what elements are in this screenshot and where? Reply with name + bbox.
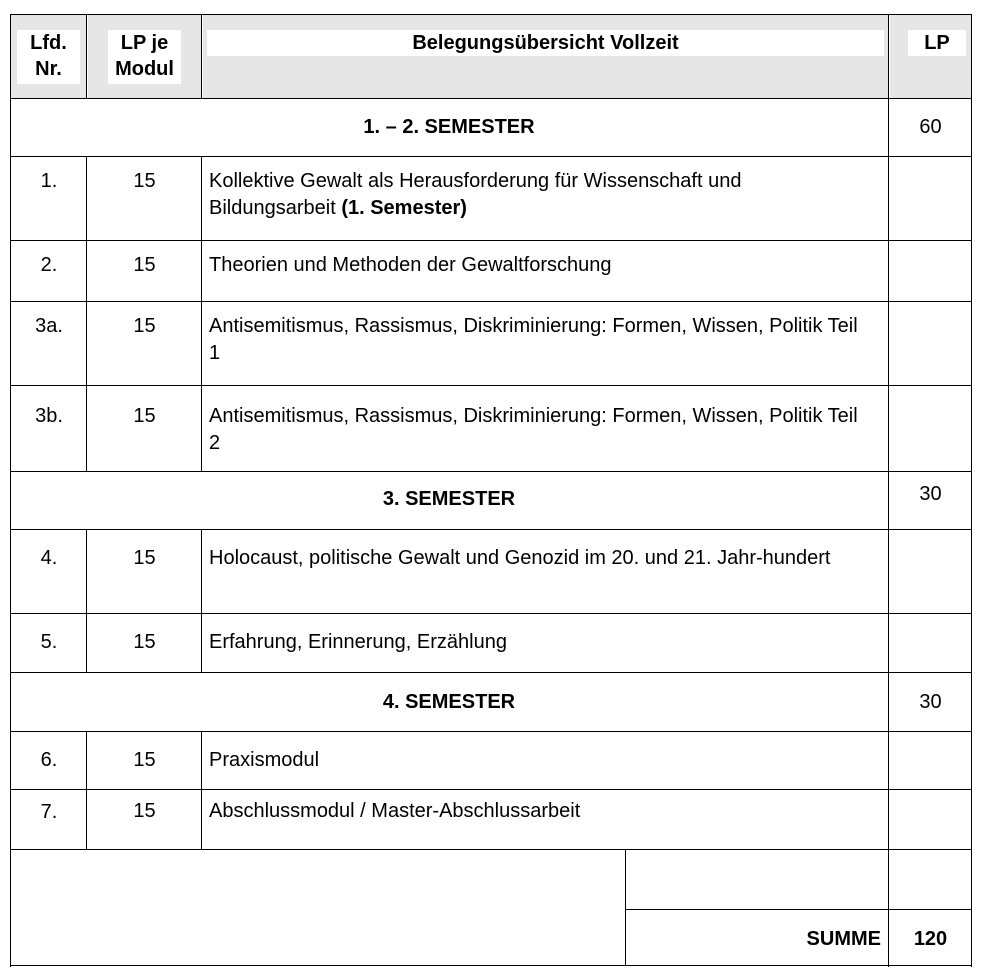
rule-header <box>10 98 972 99</box>
rule-bottom <box>10 965 972 966</box>
rule-top <box>10 14 972 15</box>
rule-lp-modul-col <box>201 14 202 99</box>
row-nr: 5. <box>40 631 58 653</box>
rule-left <box>10 14 11 967</box>
rule <box>10 613 972 614</box>
row-nr: 3a. <box>35 315 63 337</box>
section-title: 1. – 2. SEMESTER <box>363 116 535 138</box>
row-lp: 15 <box>133 254 156 276</box>
row-title: Praxismodul <box>209 749 320 771</box>
rule-lp-col <box>888 14 889 967</box>
row-title: Holocaust, politische Gewalt und Genozid im 20. und 21. Jahr-hundert <box>209 547 831 569</box>
row-lp: 15 <box>133 800 156 822</box>
rule-lp-modul-col <box>201 731 202 850</box>
header-col-lp: LP <box>908 30 966 56</box>
row-nr: 4. <box>40 547 58 569</box>
header-col-nr: Lfd. Nr. <box>17 30 80 84</box>
rule-footer-split <box>625 849 626 966</box>
rule <box>10 529 972 530</box>
row-nr: 2. <box>40 254 58 276</box>
row-lp: 15 <box>133 405 156 427</box>
row-title: Antisemitismus, Rassismus, Diskriminierung: Formen, Wissen, Politik Teil 2 <box>209 405 858 454</box>
header-bg-title <box>203 15 888 98</box>
row-nr: 6. <box>40 749 58 771</box>
rule-lp-modul-col <box>201 156 202 472</box>
rule <box>10 471 972 472</box>
row-title: Abschlussmodul / Master-Abschlussarbeit <box>209 800 581 822</box>
module-overview-table <box>10 14 972 967</box>
section-title: 4. SEMESTER <box>382 691 516 713</box>
header-col-lp-modul: LP je Modul <box>108 30 181 84</box>
rule <box>10 301 972 302</box>
rule <box>10 849 972 850</box>
header-bg-lp <box>890 15 971 98</box>
row-title: Theorien und Methoden der Gewaltforschung <box>209 254 612 276</box>
rule <box>10 156 972 157</box>
row-nr: 7. <box>40 801 58 823</box>
section-lp: 30 <box>919 483 942 505</box>
row-title <box>209 168 859 222</box>
header-col-title: Belegungsübersicht Vollzeit <box>207 30 884 56</box>
row-lp: 15 <box>133 631 156 653</box>
sum-value: 120 <box>913 928 948 950</box>
row-lp: 15 <box>133 547 156 569</box>
rule <box>10 789 972 790</box>
rule-nr-col <box>86 14 87 99</box>
rule-nr-col <box>86 156 87 472</box>
rule <box>10 240 972 241</box>
rule-nr-col <box>86 529 87 673</box>
row-lp: 15 <box>133 749 156 771</box>
row-title: Erfahrung, Erinnerung, Erzählung <box>209 631 507 653</box>
row-title: Antisemitismus, Rassismus, Diskriminierung: Formen, Wissen, Politik Teil 1 <box>209 315 858 364</box>
row-lp: 15 <box>133 170 156 192</box>
rule-right <box>971 14 972 967</box>
row-lp: 15 <box>133 315 156 337</box>
section-lp: 60 <box>919 116 942 138</box>
row-title-suffix: (1. Semester) <box>341 197 467 219</box>
sum-label: SUMME <box>806 928 881 950</box>
section-lp: 30 <box>919 691 942 713</box>
section-title: 3. SEMESTER <box>382 488 516 510</box>
rule <box>10 731 972 732</box>
rule-footer-inner <box>625 909 972 910</box>
rule <box>10 385 972 386</box>
row-title-text: Kollektive Gewalt als Herausforderung für Wissenschaft und Bildungsarbeit <box>209 170 742 219</box>
rule <box>10 672 972 673</box>
row-nr: 3b. <box>35 405 63 427</box>
rule-lp-modul-col <box>201 529 202 673</box>
row-nr: 1. <box>40 170 58 192</box>
rule-nr-col <box>86 731 87 850</box>
